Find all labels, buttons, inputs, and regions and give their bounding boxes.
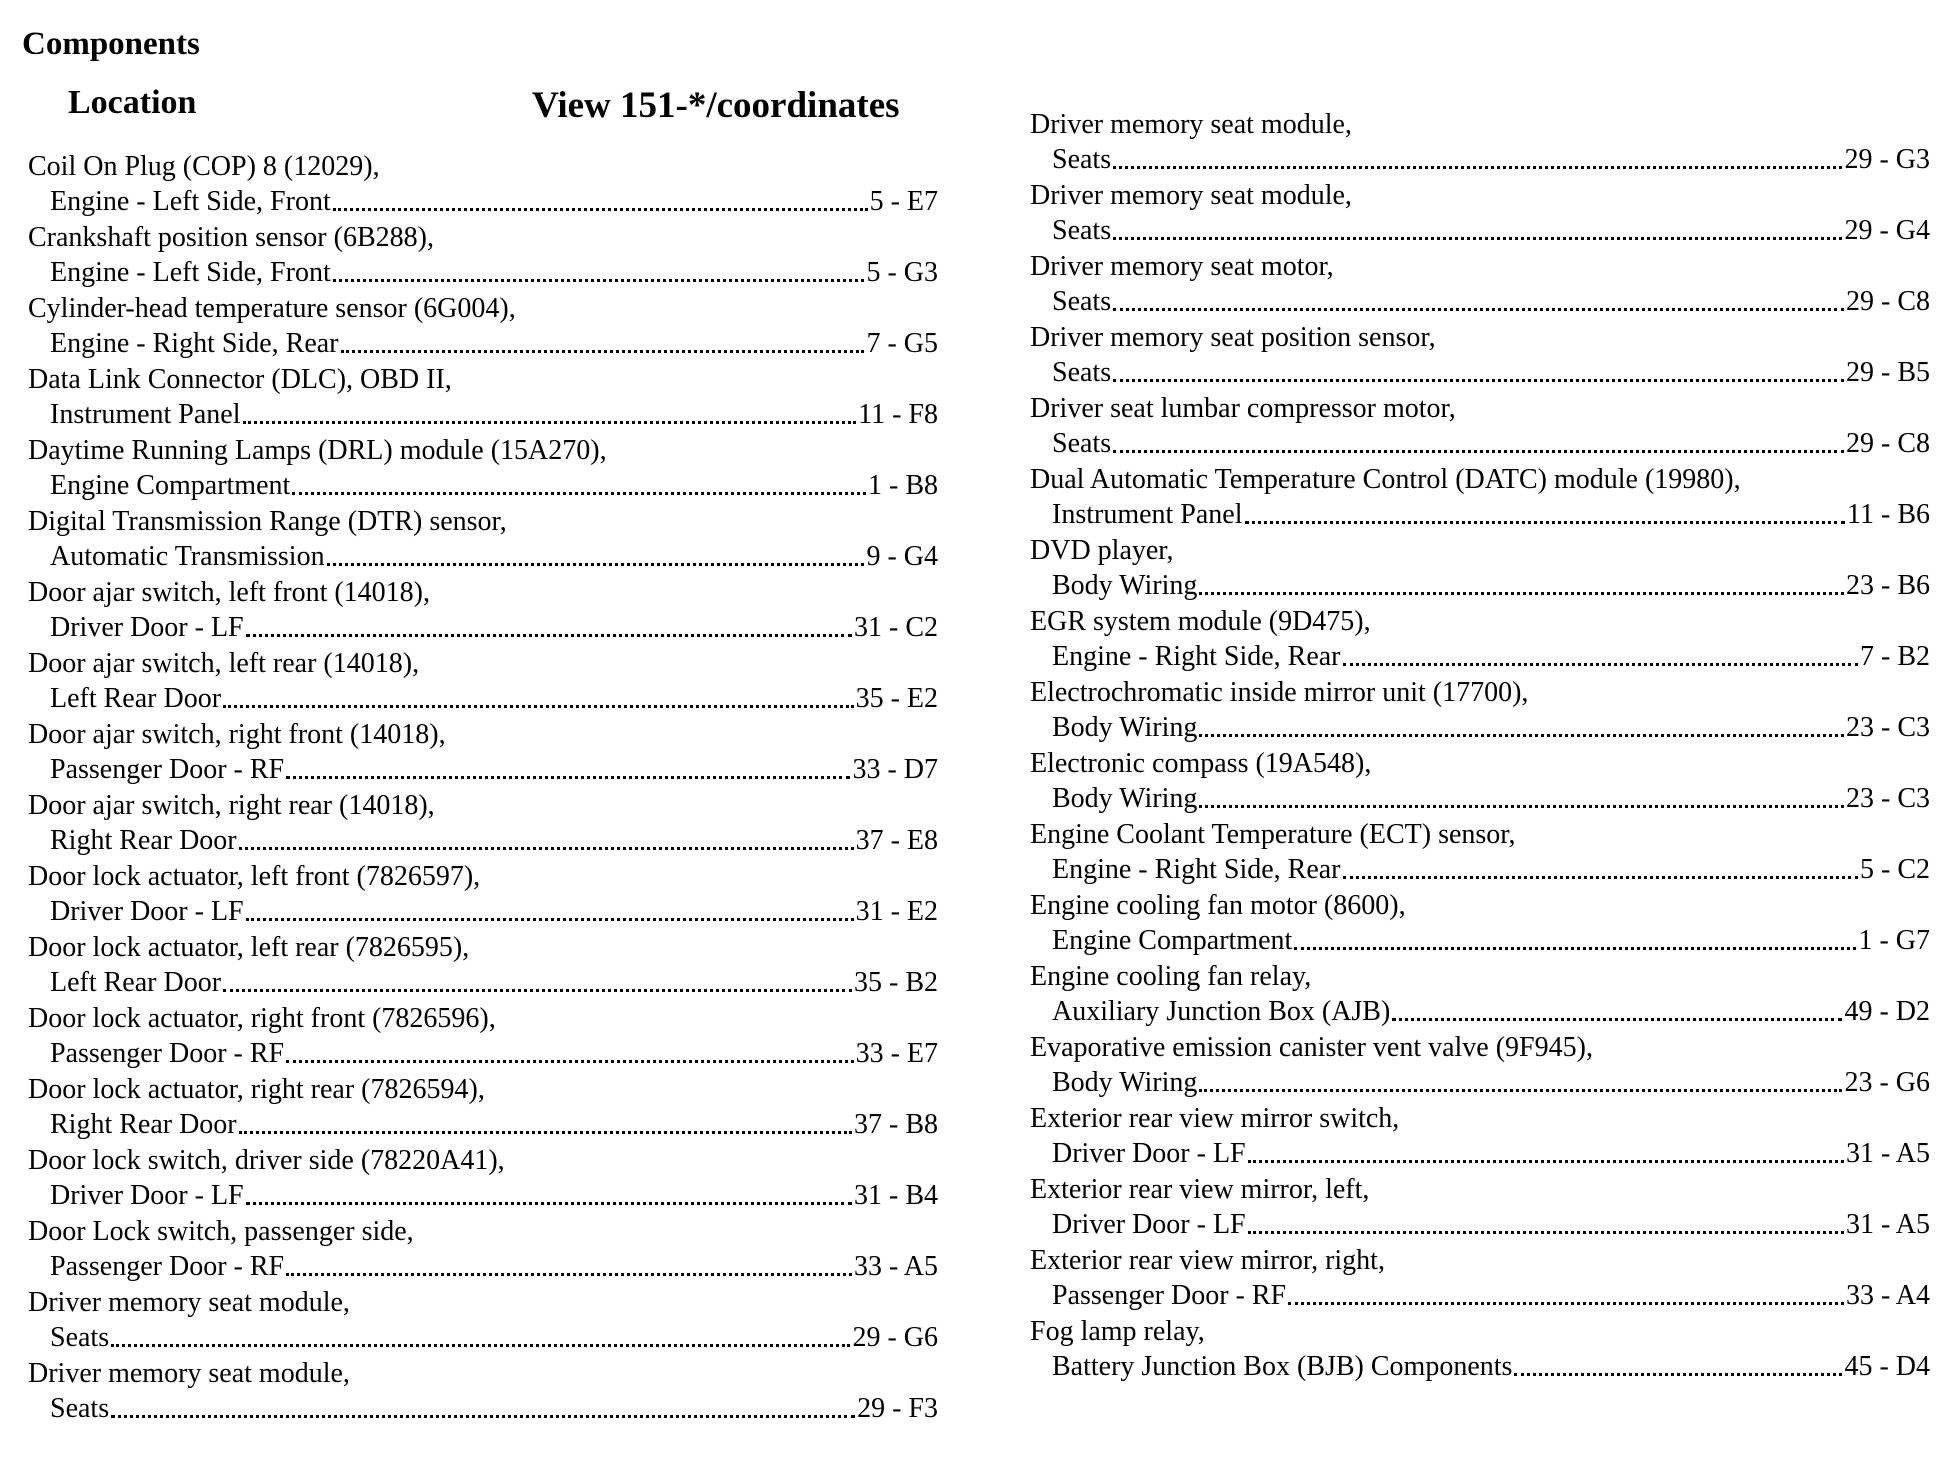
component-name: Digital Transmission Range (DTR) sensor, bbox=[28, 506, 507, 537]
dot-leader bbox=[111, 1344, 850, 1347]
view-coordinate: 5 - E7 bbox=[869, 186, 938, 217]
view-coordinate: 23 - C3 bbox=[1846, 783, 1930, 814]
dot-leader bbox=[1199, 1089, 1842, 1092]
dot-leader bbox=[341, 350, 865, 353]
dot-leader bbox=[246, 1202, 852, 1205]
dot-leader bbox=[327, 563, 865, 566]
view-coordinate: 5 - G3 bbox=[866, 257, 938, 288]
component-entry bbox=[28, 1073, 938, 1144]
component-location-line bbox=[28, 1036, 938, 1071]
component-location: Driver Door - LF bbox=[50, 1180, 244, 1211]
view-coordinate: 29 - G3 bbox=[1844, 144, 1930, 175]
view-coordinate: 11 - B6 bbox=[1847, 499, 1930, 530]
section-title: Components bbox=[22, 26, 200, 62]
view-coordinate: 33 - D7 bbox=[852, 754, 938, 785]
dot-leader bbox=[1392, 1018, 1842, 1021]
component-location: Driver Door - LF bbox=[50, 612, 244, 643]
component-location-line bbox=[28, 184, 938, 219]
component-location-line bbox=[28, 965, 938, 1000]
component-name: Driver memory seat module, bbox=[28, 1287, 350, 1318]
component-location: Engine - Right Side, Rear bbox=[50, 328, 339, 359]
component-entry bbox=[1030, 321, 1930, 392]
component-location-line bbox=[28, 681, 938, 716]
component-entry bbox=[28, 1002, 938, 1073]
view-coordinate: 33 - A5 bbox=[854, 1251, 938, 1282]
component-location: Engine Compartment bbox=[1052, 925, 1293, 956]
view-coordinate: 29 - F3 bbox=[857, 1393, 938, 1424]
component-location-line bbox=[28, 1391, 938, 1426]
component-location-line bbox=[1030, 1349, 1930, 1384]
component-entry bbox=[28, 860, 938, 931]
view-coordinate: 29 - G6 bbox=[852, 1322, 938, 1353]
view-coordinate: 49 - D2 bbox=[1844, 996, 1930, 1027]
component-location: Auxiliary Junction Box (AJB) bbox=[1052, 996, 1391, 1027]
component-name: Driver memory seat position sensor, bbox=[1030, 322, 1436, 353]
component-entry bbox=[1030, 1031, 1930, 1102]
view-coordinate: 5 - C2 bbox=[1860, 854, 1930, 885]
dot-leader bbox=[223, 705, 854, 708]
view-column-header: View 151-*/coordinates bbox=[532, 85, 900, 126]
component-location-line bbox=[28, 752, 938, 787]
component-location-line bbox=[1030, 284, 1930, 319]
component-name: Dual Automatic Temperature Control (DATC) module (19980), bbox=[1030, 464, 1741, 495]
component-location: Driver Door - LF bbox=[50, 896, 244, 927]
view-coordinate: 23 - G6 bbox=[1844, 1067, 1930, 1098]
view-coordinate: 9 - G4 bbox=[866, 541, 938, 572]
dot-leader bbox=[223, 989, 852, 992]
component-entry bbox=[1030, 534, 1930, 605]
dot-leader bbox=[1199, 805, 1844, 808]
component-location-line bbox=[1030, 994, 1930, 1029]
component-location-line bbox=[28, 1178, 938, 1213]
component-location: Body Wiring bbox=[1052, 1067, 1198, 1098]
component-name: Exterior rear view mirror, right, bbox=[1030, 1245, 1385, 1276]
component-location: Seats bbox=[1052, 286, 1112, 317]
component-entry bbox=[1030, 889, 1930, 960]
component-location-line bbox=[28, 823, 938, 858]
component-name: Driver memory seat module, bbox=[1030, 180, 1352, 211]
dot-leader bbox=[1113, 379, 1844, 382]
dot-leader bbox=[333, 208, 868, 211]
component-location-line bbox=[1030, 1278, 1930, 1313]
dot-leader bbox=[1343, 663, 1858, 666]
component-name: Coil On Plug (COP) 8 (12029), bbox=[28, 151, 380, 182]
component-location-line bbox=[1030, 426, 1930, 461]
view-coordinate: 1 - B8 bbox=[868, 470, 938, 501]
component-name: Driver memory seat module, bbox=[1030, 109, 1352, 140]
component-location: Driver Door - LF bbox=[1052, 1209, 1246, 1240]
view-coordinate: 29 - B5 bbox=[1846, 357, 1930, 388]
component-name: Engine cooling fan relay, bbox=[1030, 961, 1312, 992]
component-name: EGR system module (9D475), bbox=[1030, 606, 1371, 637]
component-name: Cylinder-head temperature sensor (6G004), bbox=[28, 293, 516, 324]
component-location-line bbox=[28, 255, 938, 290]
component-name: Door ajar switch, left rear (14018), bbox=[28, 648, 420, 679]
dot-leader bbox=[1343, 876, 1858, 879]
view-coordinate: 37 - E8 bbox=[855, 825, 938, 856]
component-entry bbox=[28, 1215, 938, 1286]
dot-leader bbox=[1514, 1373, 1842, 1376]
component-name: Engine Coolant Temperature (ECT) sensor, bbox=[1030, 819, 1516, 850]
component-entry bbox=[28, 718, 938, 789]
component-name: Door lock actuator, right front (7826596), bbox=[28, 1003, 496, 1034]
component-location-line bbox=[28, 1320, 938, 1355]
component-entry bbox=[1030, 818, 1930, 889]
component-location-line bbox=[1030, 923, 1930, 958]
dot-leader bbox=[246, 634, 852, 637]
component-location: Instrument Panel bbox=[1052, 499, 1243, 530]
component-name: Data Link Connector (DLC), OBD II, bbox=[28, 364, 452, 395]
dot-leader bbox=[292, 492, 866, 495]
component-entry bbox=[1030, 463, 1930, 534]
location-column-header: Location bbox=[68, 84, 197, 121]
component-name: Door ajar switch, right rear (14018), bbox=[28, 790, 435, 821]
component-location-line bbox=[28, 539, 938, 574]
dot-leader bbox=[1113, 237, 1842, 240]
component-entry bbox=[28, 434, 938, 505]
component-location: Instrument Panel bbox=[50, 399, 241, 430]
view-coordinate: 31 - A5 bbox=[1846, 1209, 1930, 1240]
component-location-line bbox=[1030, 1207, 1930, 1242]
dot-leader bbox=[1113, 450, 1844, 453]
component-name: Driver memory seat module, bbox=[28, 1358, 350, 1389]
component-entry bbox=[28, 363, 938, 434]
dot-leader bbox=[246, 918, 854, 921]
view-coordinate: 23 - B6 bbox=[1846, 570, 1930, 601]
component-entry bbox=[1030, 250, 1930, 321]
component-location-line bbox=[1030, 213, 1930, 248]
view-coordinate: 29 - C8 bbox=[1846, 428, 1930, 459]
view-coordinate: 33 - E7 bbox=[855, 1038, 938, 1069]
dot-leader bbox=[111, 1415, 855, 1418]
component-name: Driver memory seat motor, bbox=[1030, 251, 1334, 282]
component-location: Engine Compartment bbox=[50, 470, 291, 501]
dot-leader bbox=[1113, 308, 1844, 311]
component-location: Battery Junction Box (BJB) Components bbox=[1052, 1351, 1513, 1382]
dot-leader bbox=[239, 1131, 852, 1134]
component-entry bbox=[28, 1144, 938, 1215]
component-location: Left Rear Door bbox=[50, 683, 222, 714]
component-name: Door lock actuator, left front (7826597), bbox=[28, 861, 481, 892]
component-location: Right Rear Door bbox=[50, 825, 237, 856]
component-location-line bbox=[1030, 1065, 1930, 1100]
view-coordinate: 33 - A4 bbox=[1846, 1280, 1930, 1311]
component-location: Passenger Door - RF bbox=[1052, 1280, 1287, 1311]
component-location-line bbox=[1030, 1136, 1930, 1171]
component-location: Passenger Door - RF bbox=[50, 754, 285, 785]
component-name: Driver seat lumbar compressor motor, bbox=[1030, 393, 1456, 424]
component-name: Door lock switch, driver side (78220A41), bbox=[28, 1145, 505, 1176]
component-location: Body Wiring bbox=[1052, 712, 1198, 743]
view-coordinate: 31 - C2 bbox=[854, 612, 938, 643]
component-location: Seats bbox=[1052, 357, 1112, 388]
component-entry bbox=[1030, 108, 1930, 179]
component-location-line bbox=[1030, 852, 1930, 887]
component-entry bbox=[1030, 1102, 1930, 1173]
component-location-line bbox=[28, 894, 938, 929]
dot-leader bbox=[1199, 592, 1844, 595]
component-location-line bbox=[28, 326, 938, 361]
component-name: Exterior rear view mirror, left, bbox=[1030, 1174, 1370, 1205]
dot-leader bbox=[1288, 1302, 1844, 1305]
component-entry bbox=[1030, 1244, 1930, 1315]
component-entry bbox=[28, 1286, 938, 1357]
component-location: Body Wiring bbox=[1052, 570, 1198, 601]
component-entry bbox=[28, 1357, 938, 1428]
component-location-line bbox=[1030, 568, 1930, 603]
dot-leader bbox=[1248, 1231, 1844, 1234]
component-name: Daytime Running Lamps (DRL) module (15A270), bbox=[28, 435, 607, 466]
component-entry bbox=[1030, 605, 1930, 676]
component-name: Fog lamp relay, bbox=[1030, 1316, 1205, 1347]
view-coordinate: 7 - B2 bbox=[1860, 641, 1930, 672]
view-coordinate: 35 - E2 bbox=[855, 683, 938, 714]
component-name: Door lock actuator, right rear (7826594), bbox=[28, 1074, 485, 1105]
dot-leader bbox=[1113, 166, 1842, 169]
component-location: Engine - Left Side, Front bbox=[50, 186, 331, 217]
component-entry bbox=[1030, 676, 1930, 747]
component-entry bbox=[28, 647, 938, 718]
component-name: Engine cooling fan motor (8600), bbox=[1030, 890, 1406, 921]
dot-leader bbox=[286, 1273, 852, 1276]
component-name: Door ajar switch, right front (14018), bbox=[28, 719, 446, 750]
component-entry bbox=[28, 292, 938, 363]
view-coordinate: 31 - B4 bbox=[854, 1180, 938, 1211]
component-location: Seats bbox=[50, 1322, 110, 1353]
component-entry bbox=[28, 505, 938, 576]
component-location: Left Rear Door bbox=[50, 967, 222, 998]
dot-leader bbox=[239, 847, 854, 850]
component-location: Seats bbox=[50, 1393, 110, 1424]
view-coordinate: 23 - C3 bbox=[1846, 712, 1930, 743]
component-location-line bbox=[1030, 497, 1930, 532]
dot-leader bbox=[286, 776, 850, 779]
component-location: Engine - Right Side, Rear bbox=[1052, 854, 1341, 885]
view-coordinate: 37 - B8 bbox=[854, 1109, 938, 1140]
component-location: Passenger Door - RF bbox=[50, 1251, 285, 1282]
view-coordinate: 1 - G7 bbox=[1858, 925, 1930, 956]
component-entry bbox=[1030, 392, 1930, 463]
dot-leader bbox=[1245, 521, 1846, 524]
view-coordinate: 29 - G4 bbox=[1844, 215, 1930, 246]
component-entry bbox=[28, 931, 938, 1002]
component-location-line bbox=[28, 610, 938, 645]
component-location: Engine - Left Side, Front bbox=[50, 257, 331, 288]
component-name: Electronic compass (19A548), bbox=[1030, 748, 1372, 779]
component-location-line bbox=[1030, 781, 1930, 816]
dot-leader bbox=[1294, 947, 1856, 950]
view-coordinate: 35 - B2 bbox=[854, 967, 938, 998]
component-location-line bbox=[28, 1107, 938, 1142]
component-entry bbox=[28, 221, 938, 292]
view-coordinate: 45 - D4 bbox=[1844, 1351, 1930, 1382]
component-entry bbox=[28, 150, 938, 221]
component-location: Seats bbox=[1052, 428, 1112, 459]
dot-leader bbox=[1248, 1160, 1844, 1163]
component-name: Door ajar switch, left front (14018), bbox=[28, 577, 430, 608]
component-entry bbox=[1030, 1173, 1930, 1244]
component-location-line bbox=[1030, 355, 1930, 390]
component-entry bbox=[1030, 179, 1930, 250]
view-coordinate: 31 - E2 bbox=[855, 896, 938, 927]
component-name: Crankshaft position sensor (6B288), bbox=[28, 222, 434, 253]
component-name: Door lock actuator, left rear (7826595), bbox=[28, 932, 470, 963]
dot-leader bbox=[333, 279, 865, 282]
view-coordinate: 29 - C8 bbox=[1846, 286, 1930, 317]
component-entry bbox=[28, 789, 938, 860]
view-coordinate: 31 - A5 bbox=[1846, 1138, 1930, 1169]
component-location: Right Rear Door bbox=[50, 1109, 237, 1140]
component-location-line bbox=[1030, 710, 1930, 745]
component-name: DVD player, bbox=[1030, 535, 1174, 566]
dot-leader bbox=[1199, 734, 1844, 737]
component-location-line bbox=[1030, 639, 1930, 674]
component-location: Driver Door - LF bbox=[1052, 1138, 1246, 1169]
right-column bbox=[1030, 108, 1930, 1386]
component-name: Exterior rear view mirror switch, bbox=[1030, 1103, 1400, 1134]
component-entry bbox=[1030, 1315, 1930, 1386]
view-coordinate: 11 - F8 bbox=[858, 399, 938, 430]
component-entry bbox=[28, 576, 938, 647]
component-location-line bbox=[28, 468, 938, 503]
component-location: Engine - Right Side, Rear bbox=[1052, 641, 1341, 672]
component-location: Automatic Transmission bbox=[50, 541, 325, 572]
component-entry bbox=[1030, 960, 1930, 1031]
view-coordinate: 7 - G5 bbox=[866, 328, 938, 359]
component-location: Body Wiring bbox=[1052, 783, 1198, 814]
component-location-line bbox=[28, 1249, 938, 1284]
component-location: Seats bbox=[1052, 144, 1112, 175]
component-location-line bbox=[1030, 142, 1930, 177]
component-location: Seats bbox=[1052, 215, 1112, 246]
dot-leader bbox=[243, 421, 857, 424]
component-location-line bbox=[28, 397, 938, 432]
component-name: Door Lock switch, passenger side, bbox=[28, 1216, 414, 1247]
left-column bbox=[28, 150, 938, 1428]
component-name: Evaporative emission canister vent valve (9F945), bbox=[1030, 1032, 1593, 1063]
dot-leader bbox=[286, 1060, 853, 1063]
component-entry bbox=[1030, 747, 1930, 818]
component-location: Passenger Door - RF bbox=[50, 1038, 285, 1069]
component-name: Electrochromatic inside mirror unit (17700), bbox=[1030, 677, 1529, 708]
